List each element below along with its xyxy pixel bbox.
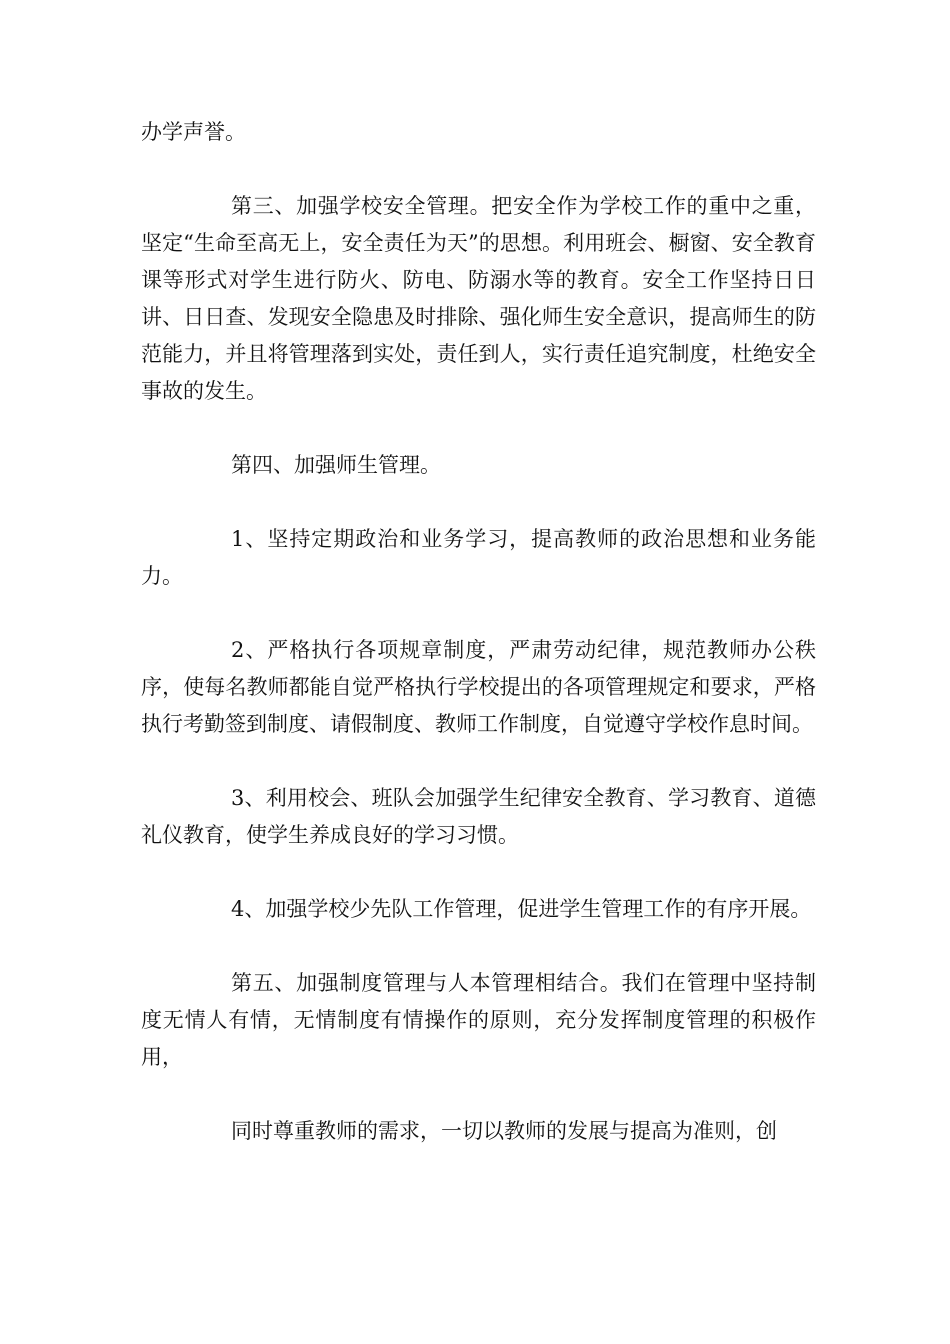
list-item-2: 2、严格执行各项规章制度，严肃劳动纪律，规范教师办公秩序，使每名教师都能自觉严格执行学校提出的各项管理规定和要求，严格执行考勤签到制度、请假制度、教师工作制度，自觉遵守学校作息时间。 bbox=[141, 638, 816, 736]
paragraph-teacher-student-management: 第四、加强师生管理。 bbox=[231, 453, 441, 477]
list-item-3: 3、利用校会、班队会加强学生纪律安全教育、学习教育、道德礼仪教育，使学生养成良好的学习习惯。 bbox=[141, 786, 816, 847]
list-item-4: 4、加强学校少先队工作管理，促进学生管理工作的有序开展。 bbox=[231, 897, 812, 921]
document-body bbox=[141, 114, 816, 1150]
paragraph-system-management: 第五、加强制度管理与人本管理相结合。我们在管理中坚持制度无情人有情，无情制度有情操作的原则，充分发挥制度管理的积极作用， bbox=[141, 971, 816, 1069]
paragraph-continuation: 办学声誉。 bbox=[141, 120, 246, 144]
paragraph-safety-management: 第三、加强学校安全管理。把安全作为学校工作的重中之重，坚定“生命至高无上，安全责任为天”的思想。利用班会、橱窗、安全教育课等形式对学生进行防火、防电、防溺水等的教育。安全工作坚持日日讲、日日查、发现安全隐患及时排除、强化师生安全意识，提高师生的防范能力，并且将管理落到实处，责任到人，实行责任追究制度，杜绝安全事故的发生。 bbox=[141, 194, 816, 403]
list-item-1: 1、坚持定期政治和业务学习，提高教师的政治思想和业务能力。 bbox=[141, 527, 816, 588]
paragraph-respect-teachers: 同时尊重教师的需求，一切以教师的发展与提高为准则，创 bbox=[231, 1119, 777, 1143]
